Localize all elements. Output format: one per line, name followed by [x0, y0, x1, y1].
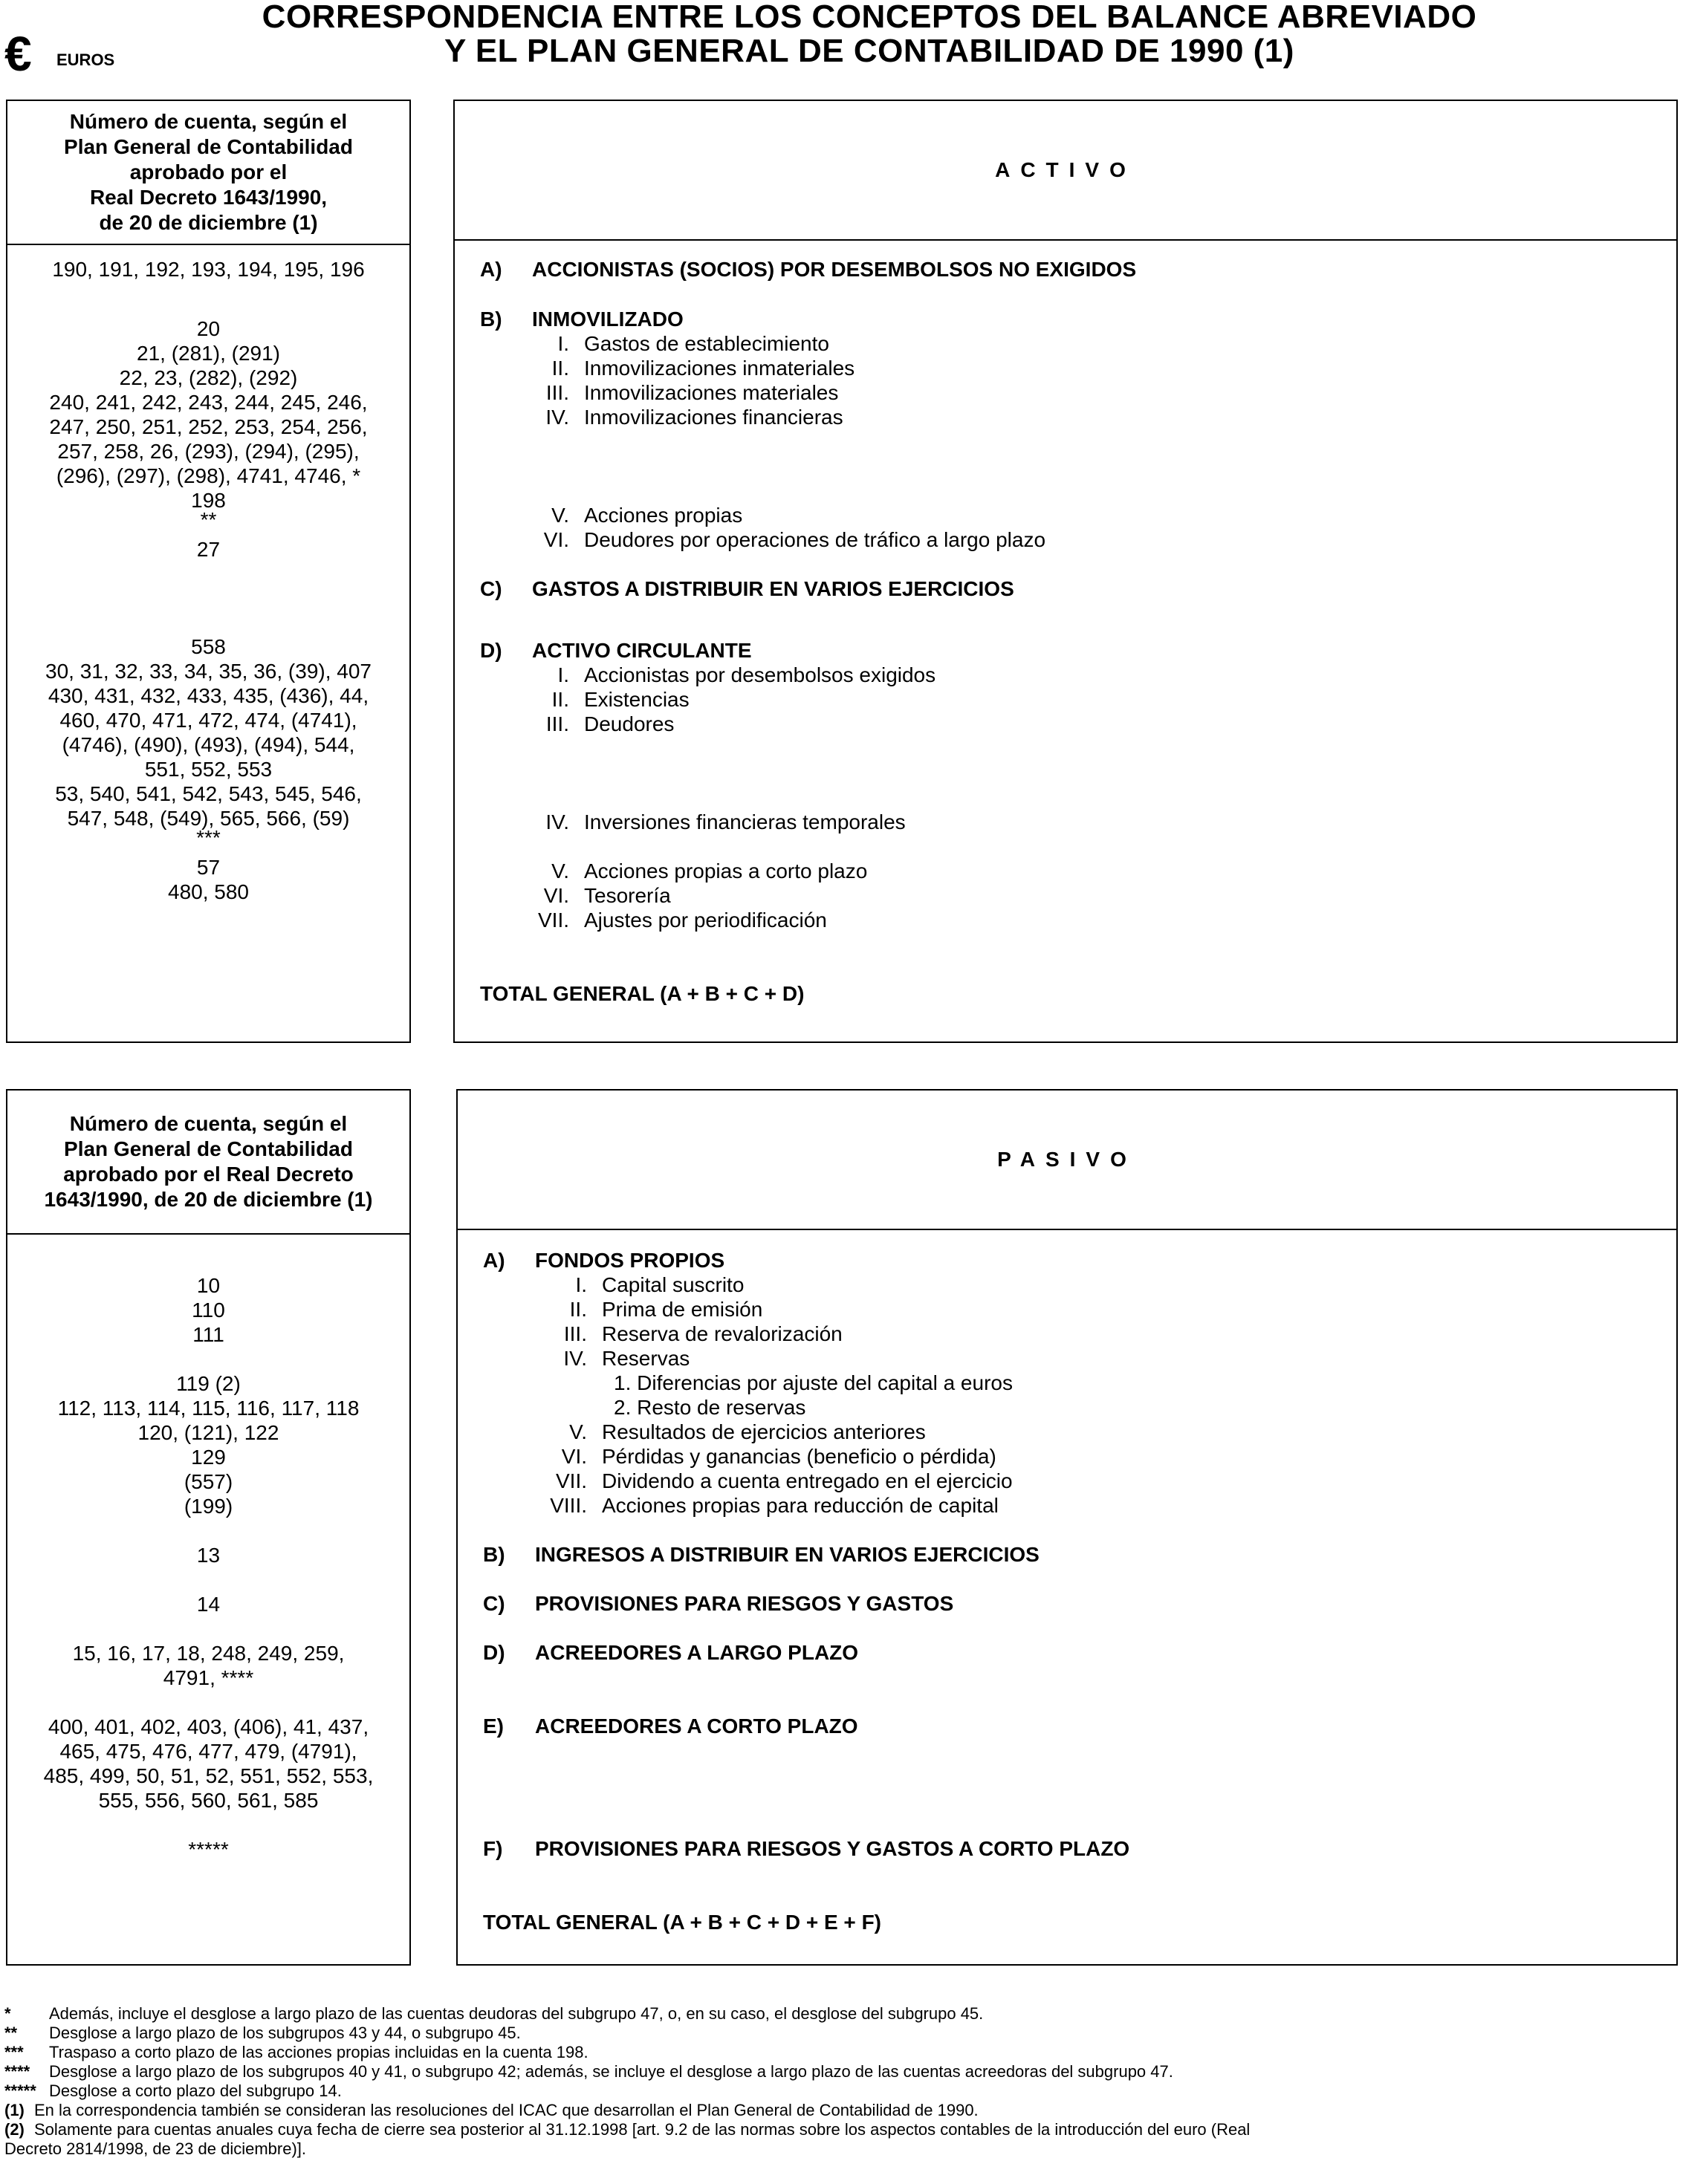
- roman-numeral: VII.: [555, 1469, 587, 1492]
- item-label: ACREEDORES A CORTO PLAZO: [535, 1715, 858, 1738]
- footnote: [4, 2139, 1676, 2159]
- code-line: (199): [184, 1495, 233, 1518]
- code-line: (4746), (490), (493), (494), 544,: [62, 733, 355, 756]
- sub-item: [483, 1346, 1669, 1371]
- sub-item-label: Tesorería: [584, 884, 671, 907]
- sub-item-label: Acciones propias a corto plazo: [584, 859, 868, 883]
- footnote: [4, 2081, 1676, 2101]
- account-header-line: Plan General de Contabilidad: [64, 1137, 353, 1160]
- sub-item: [480, 908, 1669, 932]
- roman-numeral: III.: [563, 1322, 587, 1345]
- pasivo-item-b: [483, 1542, 1669, 1567]
- pasivo-section-header: [458, 1091, 1676, 1230]
- roman-numeral: V.: [569, 1420, 587, 1443]
- sub-item-label: Inversiones financieras temporales: [584, 810, 906, 833]
- footnote-text: Solamente para cuentas anuales cuya fecha de cierre sea posterior al 31.12.1998 [art. 9.2 de las normas sobre los aspectos contables de la introducción del euro (Real: [34, 2120, 1251, 2139]
- item-letter: F): [483, 1837, 503, 1860]
- footnote-mark: ****: [4, 2062, 30, 2081]
- sub-item: [480, 663, 1669, 687]
- item-letter: C): [483, 1592, 505, 1615]
- item-label: PROVISIONES PARA RIESGOS Y GASTOS A CORTO PLAZO: [535, 1837, 1130, 1860]
- sub-item: [480, 883, 1669, 908]
- code-line: 120, (121), 122: [137, 1421, 279, 1444]
- pasivo-total: TOTAL GENERAL (A + B + C + D + E + F): [483, 1911, 881, 1934]
- pasivo-concepts-box: [456, 1089, 1678, 1966]
- pasivo-accounts-box: [6, 1089, 411, 1966]
- code-line: 15, 16, 17, 18, 248, 249, 259,: [72, 1642, 345, 1665]
- sub-item: [480, 712, 1669, 736]
- roman-numeral: III.: [545, 381, 569, 404]
- sub-item-label: Inmovilizaciones inmateriales: [584, 357, 855, 380]
- code-line: 430, 431, 432, 433, 435, (436), 44,: [48, 684, 369, 707]
- code-line: 555, 556, 560, 561, 585: [98, 1789, 319, 1812]
- sub-item-label: Accionistas por desembolsos exigidos: [584, 663, 936, 686]
- code-line: 485, 499, 50, 51, 52, 551, 552, 553,: [43, 1764, 374, 1787]
- footnote-text: Desglose a largo plazo de los subgrupos 40 y 41, o subgrupo 42; además, se incluye el desglose a largo plazo de las cuentas acreedoras del subgrupo 47.: [49, 2062, 1173, 2081]
- account-header-line: aprobado por el: [129, 160, 288, 183]
- sub-item-label: Deudores por operaciones de tráfico a largo plazo: [584, 528, 1046, 551]
- item-letter: A): [483, 1249, 505, 1272]
- code-line: 4791, ****: [163, 1666, 254, 1689]
- footnote: [4, 2024, 1676, 2043]
- roman-numeral: VIII.: [550, 1494, 587, 1517]
- roman-numeral: II.: [551, 688, 569, 711]
- item-letter: D): [480, 639, 502, 662]
- activo-items: [480, 257, 1669, 1006]
- code-line: 14: [196, 1593, 221, 1616]
- code-line: 20: [196, 317, 221, 340]
- activo-item-a: [480, 257, 1669, 282]
- roman-numeral: VI.: [561, 1445, 587, 1468]
- title-line-2: Y EL PLAN GENERAL DE CONTABILIDAD DE 1990 (1): [444, 33, 1294, 69]
- activo-accounts-header: [7, 101, 409, 245]
- code-line: *****: [188, 1838, 229, 1861]
- footnote-text: En la correspondencia también se consideran las resoluciones del ICAC que desarrollan el Plan General de Contabilidad de 1990.: [34, 2101, 979, 2119]
- code-line: 240, 241, 242, 243, 244, 245, 246,: [49, 391, 368, 414]
- footnotes: [4, 2004, 1676, 2159]
- page-title: [126, 0, 1612, 68]
- item-label: FONDOS PROPIOS: [535, 1249, 725, 1272]
- code-line: 112, 113, 114, 115, 116, 117, 118: [57, 1397, 360, 1420]
- sub-item-label: Acciones propias para reducción de capital: [602, 1494, 999, 1517]
- activo-codes: [7, 257, 409, 904]
- account-header-line: Número de cuenta, según el: [69, 1112, 348, 1135]
- sub-item: [480, 331, 1669, 356]
- account-header-line: aprobado por el Real Decreto: [63, 1163, 354, 1186]
- footnote-mark: ***: [4, 2043, 24, 2061]
- roman-numeral: VI.: [543, 528, 569, 551]
- activo-concepts-box: [453, 100, 1678, 1043]
- footnote-text: Desglose a corto plazo del subgrupo 14.: [49, 2081, 342, 2100]
- reserva-item: 2. Resto de reservas: [614, 1396, 806, 1419]
- footnote: [4, 2120, 1676, 2139]
- roman-numeral: I.: [575, 1273, 587, 1296]
- footnote-mark: (1): [4, 2101, 25, 2119]
- roman-numeral: IV.: [545, 810, 569, 833]
- roman-numeral: IV.: [545, 406, 569, 429]
- footnote-mark: *****: [4, 2081, 36, 2100]
- roman-numeral: VII.: [537, 909, 569, 932]
- code-line: 257, 258, 26, (293), (294), (295),: [57, 440, 360, 463]
- item-label: GASTOS A DISTRIBUIR EN VARIOS EJERCICIOS: [532, 577, 1014, 600]
- roman-numeral: I.: [557, 332, 569, 355]
- code-line: 57: [196, 856, 221, 879]
- code-line: **: [200, 508, 217, 531]
- sub-item-label: Reserva de revalorización: [602, 1322, 843, 1345]
- pasivo-codes: [7, 1273, 409, 1862]
- code-line: 111: [192, 1323, 224, 1346]
- account-header-line: Número de cuenta, según el: [69, 110, 348, 133]
- footnote-text: Desglose a largo plazo de los subgrupos 43 y 44, o subgrupo 45.: [49, 2024, 521, 2042]
- pasivo-items: [483, 1248, 1669, 1934]
- sub-item: [483, 1420, 1669, 1444]
- item-letter: E): [483, 1715, 504, 1738]
- footnote: [4, 2101, 1676, 2120]
- footnote: [4, 2043, 1676, 2062]
- code-line: 119 (2): [176, 1372, 241, 1395]
- sub-item-label: Prima de emisión: [602, 1298, 763, 1321]
- pasivo-item-d: [483, 1640, 1669, 1665]
- sub-item: [483, 1469, 1669, 1493]
- item-letter: C): [480, 577, 502, 600]
- sub-item: [483, 1493, 1669, 1518]
- sub-item-label: Existencias: [584, 688, 690, 711]
- activo-item-c: [480, 576, 1669, 601]
- item-letter: D): [483, 1641, 505, 1664]
- item-label: INGRESOS A DISTRIBUIR EN VARIOS EJERCICIOS: [535, 1543, 1040, 1566]
- account-header-line: Real Decreto 1643/1990,: [89, 186, 328, 209]
- sub-item: [480, 687, 1669, 712]
- code-line: 190, 191, 192, 193, 194, 195, 196: [52, 258, 365, 281]
- account-header-line: 1643/1990, de 20 de diciembre (1): [44, 1188, 373, 1211]
- pasivo-item-f: [483, 1836, 1669, 1861]
- code-line: 400, 401, 402, 403, (406), 41, 437,: [48, 1715, 369, 1738]
- account-header-line: Plan General de Contabilidad: [64, 135, 353, 158]
- code-line: 460, 470, 471, 472, 474, (4741),: [59, 709, 357, 732]
- activo-total: TOTAL GENERAL (A + B + C + D): [480, 982, 805, 1005]
- sub-item: [483, 1297, 1669, 1322]
- code-line: 22, 23, (282), (292): [119, 366, 298, 389]
- sub-item-label: Ajustes por periodificación: [584, 909, 827, 932]
- sub-item-label: Inmovilizaciones materiales: [584, 381, 839, 404]
- item-letter: B): [483, 1543, 505, 1566]
- reserva-item: 1. Diferencias por ajuste del capital a euros: [614, 1371, 1013, 1394]
- footnote-text: Traspaso a corto plazo de las acciones propias incluidas en la cuenta 198.: [49, 2043, 588, 2061]
- roman-numeral: IV.: [563, 1347, 587, 1370]
- sub-item: [480, 859, 1669, 883]
- sub-item: [483, 1444, 1669, 1469]
- account-header-text: [7, 101, 409, 244]
- sub-item-label: Dividendo a cuenta entregado en el ejercicio: [602, 1469, 1013, 1492]
- code-line: ***: [196, 826, 221, 849]
- code-line: 10: [196, 1274, 221, 1297]
- code-line: 551, 552, 553: [144, 758, 273, 781]
- activo-section-header: [455, 101, 1676, 241]
- activo-item-b: [480, 307, 1669, 331]
- pasivo-item-c: [483, 1591, 1669, 1616]
- activo-accounts-box: [6, 100, 411, 1043]
- code-line: 21, (281), (291): [137, 342, 280, 365]
- sub-item: [480, 503, 1669, 527]
- footnote-text: Decreto 2814/1998, de 23 de diciembre)].: [4, 2139, 307, 2158]
- item-label: PROVISIONES PARA RIESGOS Y GASTOS: [535, 1592, 954, 1615]
- roman-numeral: VI.: [543, 884, 569, 907]
- sub-item-label: Acciones propias: [584, 504, 743, 527]
- sub-item-label: Deudores: [584, 712, 675, 735]
- footnote-text: Además, incluye el desglose a largo plazo de las cuentas deudoras del subgrupo 47, o, en su caso, el desglose del subgrupo 45.: [49, 2004, 984, 2023]
- pasivo-item-e: [483, 1714, 1669, 1738]
- code-line: (296), (297), (298), 4741, 4746, *: [56, 464, 361, 487]
- roman-numeral: V.: [551, 504, 569, 527]
- item-label: ACTIVO CIRCULANTE: [532, 639, 752, 662]
- currency-label: EUROS: [56, 51, 115, 69]
- sub-item: [480, 810, 1669, 834]
- code-line: 198: [191, 489, 226, 512]
- sub-item-label: Pérdidas y ganancias (beneficio o pérdida): [602, 1445, 996, 1468]
- item-letter: B): [480, 308, 502, 331]
- sub-item: [483, 1273, 1669, 1297]
- footnote-mark: *: [4, 2004, 11, 2023]
- section-title-pasivo: PASIVO: [997, 1148, 1137, 1171]
- code-line: 558: [191, 635, 226, 658]
- footnote-mark: **: [4, 2024, 18, 2042]
- roman-numeral: II.: [551, 357, 569, 380]
- code-line: 129: [191, 1446, 226, 1469]
- code-line: (557): [184, 1470, 233, 1493]
- roman-numeral: III.: [545, 712, 569, 735]
- sub-item-label: Inmovilizaciones financieras: [584, 406, 843, 429]
- code-line: 480, 580: [168, 880, 249, 903]
- roman-numeral: II.: [569, 1298, 587, 1321]
- code-line: 30, 31, 32, 33, 34, 35, 36, (39), 407: [45, 660, 372, 683]
- roman-numeral: V.: [551, 859, 569, 883]
- euro-icon: €: [4, 26, 32, 81]
- account-header-text: [7, 1091, 409, 1233]
- code-line: 27: [196, 538, 221, 561]
- footnote: [4, 2062, 1676, 2081]
- sub-item-label: Reservas: [602, 1347, 690, 1370]
- sub-item: [480, 356, 1669, 380]
- item-letter: A): [480, 258, 502, 281]
- title-line-1: CORRESPONDENCIA ENTRE LOS CONCEPTOS DEL BALANCE ABREVIADO: [262, 0, 1477, 35]
- pasivo-item-a: [483, 1248, 1669, 1273]
- code-line: 247, 250, 251, 252, 253, 254, 256,: [49, 415, 368, 438]
- item-label: ACREEDORES A LARGO PLAZO: [535, 1641, 859, 1664]
- item-label: ACCIONISTAS (SOCIOS) POR DESEMBOLSOS NO EXIGIDOS: [532, 258, 1137, 281]
- code-line: 547, 548, (549), 565, 566, (59): [67, 807, 350, 830]
- code-line: 13: [196, 1544, 221, 1567]
- code-line: 465, 475, 476, 477, 479, (4791),: [59, 1740, 357, 1763]
- account-header-line: de 20 de diciembre (1): [99, 211, 318, 234]
- code-line: 110: [192, 1299, 225, 1322]
- sub-item-label: Gastos de establecimiento: [584, 332, 829, 355]
- section-title-activo: ACTIVO: [995, 158, 1136, 181]
- footnote: [4, 2004, 1676, 2024]
- code-line: 53, 540, 541, 542, 543, 545, 546,: [55, 782, 362, 805]
- sub-item: [480, 527, 1669, 552]
- sub-item-label: Resultados de ejercicios anteriores: [602, 1420, 926, 1443]
- footnote-mark: (2): [4, 2120, 25, 2139]
- pasivo-accounts-header: [7, 1091, 409, 1235]
- roman-numeral: I.: [557, 663, 569, 686]
- activo-item-d: [480, 638, 1669, 663]
- sub-item: [480, 405, 1669, 429]
- sub-item: [483, 1322, 1669, 1346]
- sub-item: [480, 380, 1669, 405]
- item-label: INMOVILIZADO: [532, 308, 684, 331]
- sub-item-label: Capital suscrito: [602, 1273, 745, 1296]
